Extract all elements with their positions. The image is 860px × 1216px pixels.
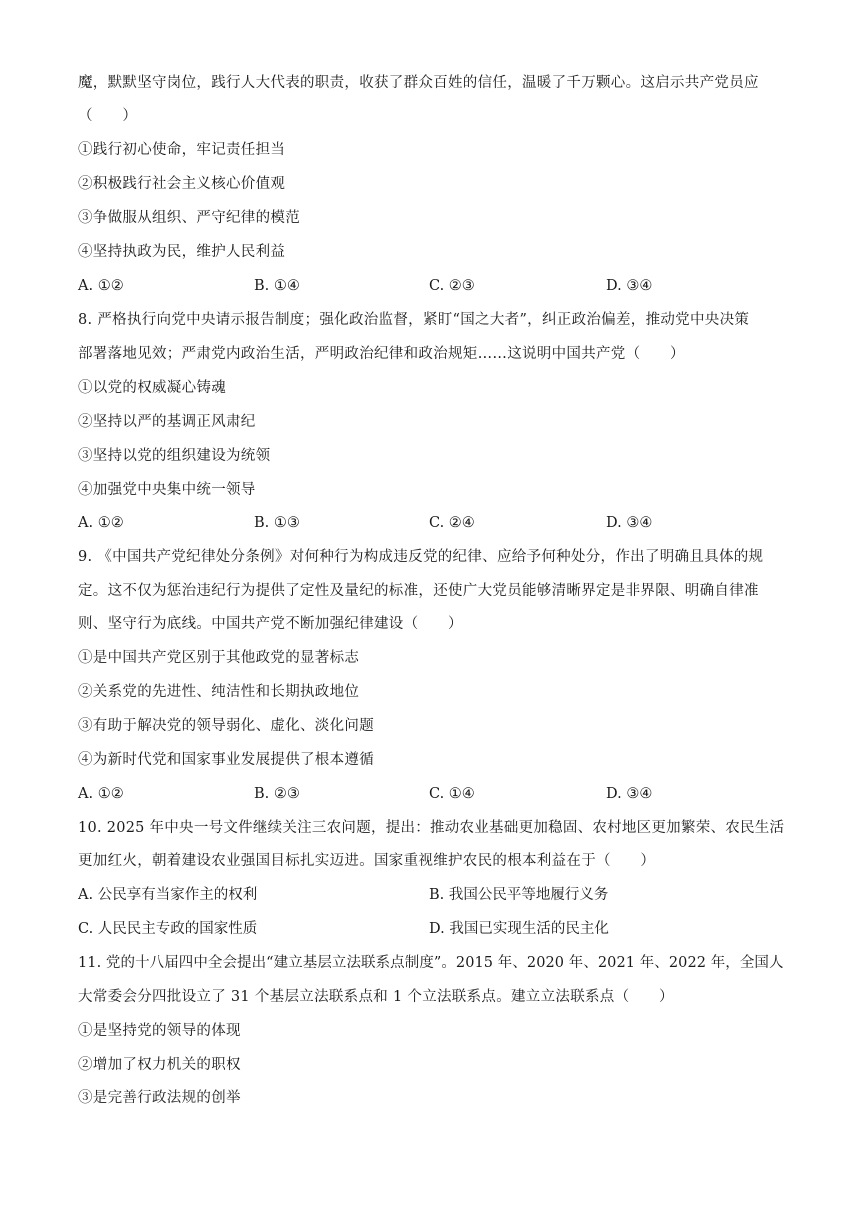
q9-item: ④为新时代党和国家事业发展提供了根本遵循: [78, 752, 374, 768]
q7-choice-a[interactable]: A. ①②: [78, 278, 124, 294]
q7-stem-line: （ ）: [78, 108, 138, 124]
q10-choice-a[interactable]: A. 公民享有当家作主的权利: [78, 887, 258, 903]
q9-choice-b[interactable]: B. ②③: [254, 786, 300, 802]
q8-choice-d[interactable]: D. ③④: [606, 515, 653, 531]
q8-choice-b[interactable]: B. ①③: [254, 515, 300, 531]
q9-item: ②关系党的先进性、纯洁性和长期执政地位: [78, 684, 360, 700]
q7-choice-d[interactable]: D. ③④: [606, 278, 653, 294]
q7-item: ③争做服从组织、严守纪律的模范: [78, 210, 300, 226]
q7-item: ④坚持执政为民，维护人民利益: [78, 244, 286, 260]
q10-stem-line: 更加红火，朝着建设农业强国目标扎实迈进。国家重视维护农民的根本利益在于（ ）: [78, 853, 656, 869]
q11-item: ③是完善行政法规的创举: [78, 1090, 241, 1106]
q8-stem-line: 部署落地见效；严肃党内政治生活，严明政治纪律和政治规矩……这说明中国共产党（ ）: [78, 346, 685, 362]
q10-choice-c[interactable]: C. 人民民主专政的国家性质: [78, 921, 258, 937]
q8-item: ④加强党中央集中统一领导: [78, 482, 256, 498]
q11-stem-line: 11. 党的十八届四中全会提出“建立基层立法联系点制度”。2015 年、2020 年、2021 年、2022 年，全国人: [78, 955, 784, 971]
q9-item: ③有助于解决党的领导弱化、虚化、淡化问题: [78, 718, 374, 734]
q9-choice-c[interactable]: C. ①④: [429, 786, 475, 802]
q7-stem-line: 魔，默默坚守岗位，践行人大代表的职责，收获了群众百姓的信任，温暖了千万颗心。这启示共产党员应: [78, 75, 759, 91]
q7-item: ①践行初心使命，牢记责任担当: [78, 142, 286, 158]
q8-item: ①以党的权威凝心铸魂: [78, 380, 226, 396]
q9-stem-line: 9. 《中国共产党纪律处分条例》对何种行为构成违反党的纪律、应给予何种处分，作出了明确且具体的规: [78, 549, 764, 565]
q9-choice-d[interactable]: D. ③④: [606, 786, 653, 802]
q8-item: ②坚持以严的基调正风肃纪: [78, 414, 256, 430]
q9-choice-a[interactable]: A. ①②: [78, 786, 124, 802]
q8-choice-a[interactable]: A. ①②: [78, 515, 124, 531]
q10-choice-b[interactable]: B. 我国公民平等地履行义务: [429, 887, 609, 903]
q10-stem-line: 10. 2025 年中央一号文件继续关注三农问题，提出：推动农业基础更加稳固、农村地区更加繁荣、农民生活: [78, 820, 785, 836]
q7-choice-b[interactable]: B. ①④: [254, 278, 300, 294]
q8-stem-line: 8. 严格执行向党中央请示报告制度；强化政治监督，紧盯“国之大者”，纠正政治偏差，推动党中央决策: [78, 312, 750, 328]
q9-stem-line: 则、坚守行为底线。中国共产党不断加强纪律建设（ ）: [78, 616, 463, 632]
q8-choice-c[interactable]: C. ②④: [429, 515, 475, 531]
q9-stem-line: 定。这不仅为惩治违纪行为提供了定性及量纪的标准，还使广大党员能够清晰界定是非界限、明确自律准: [78, 583, 759, 599]
q11-stem-line: 大常委会分四批设立了 31 个基层立法联系点和 1 个立法联系点。建立立法联系点（ ）: [78, 989, 674, 1005]
q10-choice-d[interactable]: D. 我国已实现生活的民主化: [429, 921, 609, 937]
q9-item: ①是中国共产党区别于其他政党的显著标志: [78, 650, 360, 666]
q11-item: ①是坚持党的领导的体现: [78, 1023, 241, 1039]
q7-choice-c[interactable]: C. ②③: [429, 278, 475, 294]
q8-item: ③坚持以党的组织建设为统领: [78, 448, 271, 464]
q7-item: ②积极践行社会主义核心价值观: [78, 176, 286, 192]
q11-item: ②增加了权力机关的职权: [78, 1057, 241, 1073]
